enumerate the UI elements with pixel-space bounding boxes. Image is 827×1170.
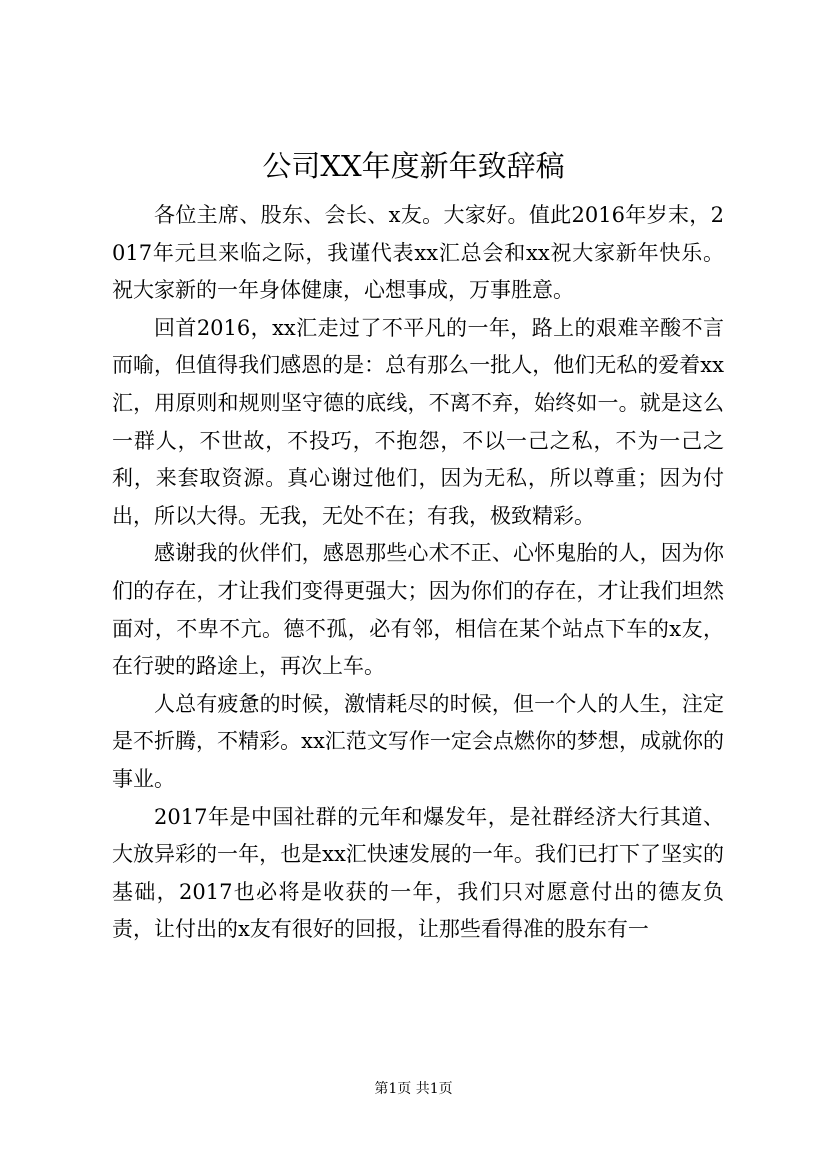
document-body [112, 197, 724, 949]
paragraph-outlook: 2017年是中国社群的元年和爆发年，是社群经济大行其道、大放异彩的一年，也是xx汇快速发展的一年。我们已打下了坚实的基础，2017也必将是收获的一年，我们只对愿意付出的德友负责，让付出的x友有很好的回报，让那些看得准的股东有一 [112, 804, 724, 942]
paragraph-thanks: 感谢我的伙伴们，感恩那些心术不正、心怀鬼胎的人，因为你们的存在，才让我们变得更强大；因为你们的存在，才让我们坦然面对，不卑不亢。德不孤，必有邻，相信在某个站点下车的x友，在行驶的路途上，再次上车。 [112, 541, 724, 679]
document-title: 公司XX年度新年致辞稿 [262, 149, 565, 183]
paragraph-review: 回首2016，xx汇走过了不平凡的一年，路上的艰难辛酸不言而喻，但值得我们感恩的是：总有那么一批人，他们无私的爱着xx汇，用原则和规则坚守德的底线，不离不弃，始终如一。就是这么一群人，不世故，不投巧，不抱怨，不以一己之私，不为一己之利，来套取资源。真心谢过他们，因为无私，所以尊重；因为付出，所以大得。无我，无处不在；有我，极致精彩。 [112, 315, 724, 528]
paragraph-life: 人总有疲惫的时候，激情耗尽的时候，但一个人的人生，注定是不折腾，不精彩。xx汇范文写作一定会点燃你的梦想，成就你的事业。 [112, 691, 724, 791]
paragraph-greeting: 各位主席、股东、会长、x友。大家好。值此2016年岁末，2017年元旦来临之际，我谨代表xx汇总会和xx祝大家新年快乐。祝大家新的一年身体健康，心想事成，万事胜意。 [112, 203, 724, 303]
page-footer: 第1页 共1页 [374, 1081, 453, 1097]
